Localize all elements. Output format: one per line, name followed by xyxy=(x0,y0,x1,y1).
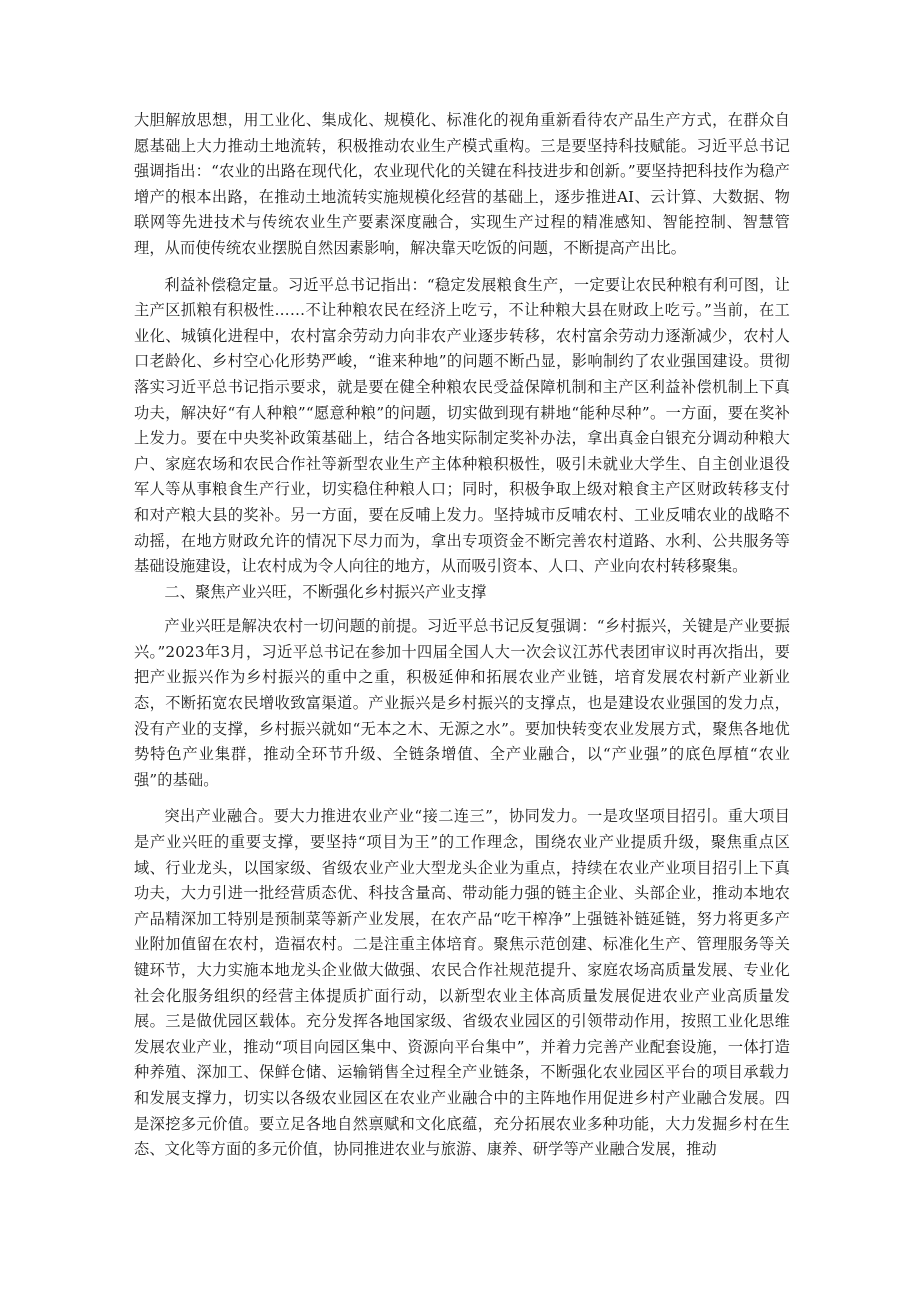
section-heading-industry: 二、聚焦产业兴旺，不断强化乡村振兴产业支撑 xyxy=(164,582,487,601)
document-page xyxy=(134,108,790,1163)
paragraph-industry-prosperity: 产业兴旺是解决农村一切问题的前提。习近平总书记反复强调：“乡村振兴，关键是产业要振兴。”2023年3月，习近平总书记在参加十四届全国人大一次会议江苏代表团审议时再次指出，要把产业振兴作为乡村振兴的重中之重，积极延伸和拓展农业产业链，培育发展农村新产业新业态，不断拓宽农民增收致富渠道。产业振兴是乡村振兴的支撑点，也是建设农业强国的发力点，没有产业的支撑，乡村振兴就如“无本之木、无源之水”。要加快转变农业发展方式，聚焦各地优势特色产业集群，推动全环节升级、全链条增值、全产业融合，以“产业强”的底色厚植“农业强”的基础。 xyxy=(134,617,790,789)
paragraph-benefit-compensation: 利益补偿稳定量。习近平总书记指出：“稳定发展粮食生产，一定要让农民种粮有利可图，让主产区抓粮有积极性……不让种粮农民在经济上吃亏，不让种粮大县在财政上吃亏。”当前，在工业化、城镇化进程中，农村富余劳动力向非农产业逐步转移，农村富余劳动力逐渐减少，农村人口老龄化、乡村空心化形势严峻，“谁来种地”的问题不断凸显，影响制约了农业强国建设。贯彻落实习近平总书记指示要求，就是要在健全种粮农民受益保障机制和主产区利益补偿机制上下真功夫，解决好“有人种粮”“愿意种粮”的问题，切实做到现有耕地“能种尽种”。一方面，要在奖补上发力。要在中央奖补政策基础上，结合各地实际制定奖补办法，拿出真金白银充分调动种粮大户、家庭农场和农民合作社等新型农业生产主体种粮积极性，吸引未就业大学生、自主创业退役军人等从事粮食生产行业，切实稳住种粮人口；同时，积极争取上级对粮食主产区财政转移支付和对产粮大县的奖补。另一方面，要在反哺上发力。坚持城市反哺农村、工业反哺农业的战略不动摇，在地方财政允许的情况下尽力而为，拿出专项资金不断完善农村道路、水利、公共服务等基础设施建设，让农村成为令人向往的地方，从而吸引资本、人口、产业向农村转移聚集。 xyxy=(134,275,790,576)
paragraph-science-empowerment: 大胆解放思想，用工业化、集成化、规模化、标准化的视角重新看待农产品生产方式，在群众自愿基础上大力推动土地流转，积极推动农业生产模式重构。三是要坚持科技赋能。习近平总书记强调指出：“农业的出路在现代化，农业现代化的关键在科技进步和创新。”要坚持把科技作为稳产增产的根本出路，在推动土地流转实施规模化经营的基础上，逐步推进AI、云计算、大数据、物联网等先进技术与传统农业生产要素深度融合，实现生产过程的精准感知、智能控制、智慧管理，从而使传统农业摆脱自然因素影响，解决靠天吃饭的问题，不断提高产出比。 xyxy=(134,111,790,257)
paragraph-industry-integration: 突出产业融合。要大力推进农业产业“接二连三”，协同发力。一是攻坚项目招引。重大项目是产业兴旺的重要支撑，要坚持“项目为王”的工作理念，围绕农业产业提质升级，聚焦重点区域、行业龙头，以国家级、省级农业产业大型龙头企业为重点，持续在农业产业项目招引上下真功夫，大力引进一批经营质态优、科技含量高、带动能力强的链主企业、头部企业，推动本地农产品精深加工特别是预制菜等新产业发展，在农产品“吃干榨净”上强链补链延链，努力将更多产业附加值留在农村，造福农村。二是注重主体培育。聚焦示范创建、标准化生产、管理服务等关键环节，大力实施本地龙头企业做大做强、农民合作社规范提升、家庭农场高质量发展、专业化社会化服务组织的经营主体提质扩面行动，以新型农业主体高质量发展促进农业产业高质量发展。三是做优园区载体。充分发挥各地国家级、省级农业园区的引领带动作用，按照工业化思维发展农业产业，推动“项目向园区集中、资源向平台集中”，并着力完善产业配套设施，一体打造种养殖、深加工、保鲜仓储、运输销售全过程全产业链条，不断强化农业园区平台的项目承载力和发展支撑力，切实以各级农业园区在农业产业融合中的主阵地作用促进乡村产业融合发展。四是深挖多元价值。要立足各地自然禀赋和文化底蕴，充分拓展农业多种功能，大力发掘乡村在生态、文化等方面的多元价值，协同推进农业与旅游、康养、研学等产业融合发展，推动 xyxy=(134,807,790,1159)
